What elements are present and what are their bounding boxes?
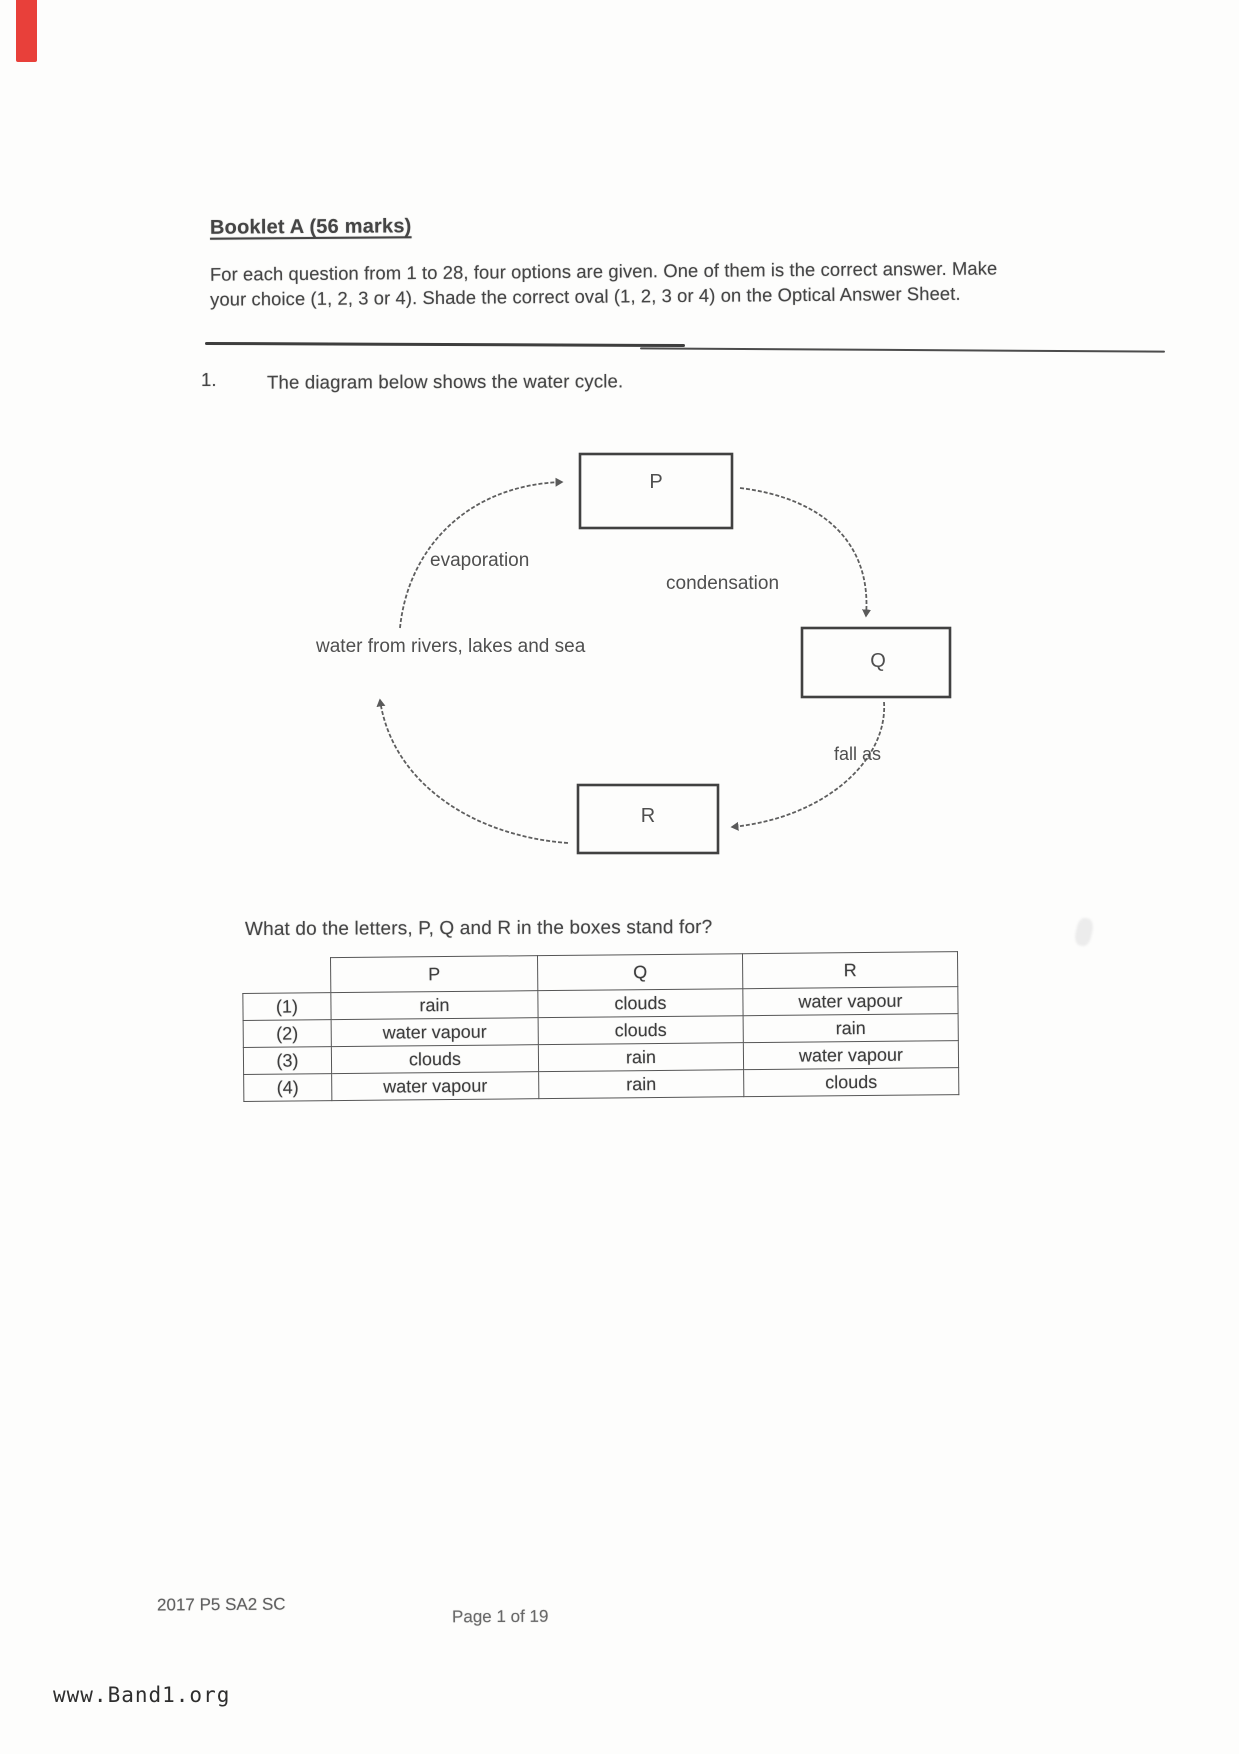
- instructions-line-2: your choice (1, 2, 3 or 4). Shade the correct oval (1, 2, 3 or 4) on the Optical Answer Sheet.: [210, 282, 961, 310]
- option-number: (3): [243, 1047, 331, 1075]
- footer-paper-code: 2017 P5 SA2 SC: [156, 1594, 286, 1615]
- instructions-line-1: For each question from 1 to 28, four options are given. One of them is the correct answer. Make: [209, 257, 998, 285]
- cell-p: rain: [331, 991, 538, 1020]
- horizontal-rule-right: [640, 347, 1165, 353]
- cell-q: rain: [539, 1070, 744, 1099]
- header-q: Q: [537, 954, 742, 991]
- box-r-letter: R: [640, 805, 656, 827]
- header-r: R: [742, 952, 957, 989]
- cell-q: rain: [538, 1043, 743, 1072]
- arc-fall-as-arrow: [732, 702, 884, 827]
- horizontal-rule-left: [205, 342, 685, 347]
- cell-r: water vapour: [743, 987, 958, 1016]
- question-prompt: What do the letters, P, Q and R in the boxes stand for?: [244, 916, 713, 941]
- option-number: (4): [244, 1074, 332, 1102]
- label-water-source: water from rivers, lakes and sea: [316, 636, 586, 657]
- cell-r: water vapour: [743, 1041, 958, 1070]
- question-text: The diagram below shows the water cycle.: [266, 370, 624, 393]
- question-number: 1.: [201, 369, 217, 390]
- water-cycle-diagram: [300, 430, 1000, 880]
- label-condensation: condensation: [666, 573, 780, 594]
- footer-page-number: Page 1 of 19: [451, 1606, 549, 1627]
- cell-q: clouds: [538, 1016, 743, 1045]
- instructions-paragraph: [210, 254, 1155, 311]
- scan-smudge-artifact: [1073, 917, 1094, 948]
- label-evaporation: evaporation: [430, 550, 530, 571]
- cell-p: water vapour: [331, 1018, 538, 1047]
- box-q-letter: Q: [870, 650, 886, 672]
- scan-red-corner-mark: [16, 0, 37, 62]
- options-table: [242, 951, 959, 1102]
- header-p: P: [331, 956, 538, 993]
- cell-p: clouds: [331, 1045, 538, 1074]
- cell-p: water vapour: [332, 1072, 539, 1101]
- box-p-letter: P: [649, 471, 663, 493]
- arc-return-water-arrow: [380, 700, 568, 843]
- table-row: [244, 1068, 959, 1102]
- cell-r: clouds: [744, 1068, 959, 1097]
- option-number: (1): [243, 993, 331, 1021]
- cell-q: clouds: [538, 989, 743, 1018]
- options-table-wrap: [242, 951, 959, 1102]
- header-corner-cell: [243, 958, 331, 994]
- arc-condensation-arrow: [740, 488, 866, 616]
- cell-r: rain: [743, 1014, 958, 1043]
- label-fall-as: fall as: [834, 744, 882, 764]
- watermark-site-url: www.Band1.org: [53, 1683, 231, 1707]
- option-number: (2): [243, 1020, 331, 1048]
- booklet-title: Booklet A (56 marks): [209, 215, 412, 239]
